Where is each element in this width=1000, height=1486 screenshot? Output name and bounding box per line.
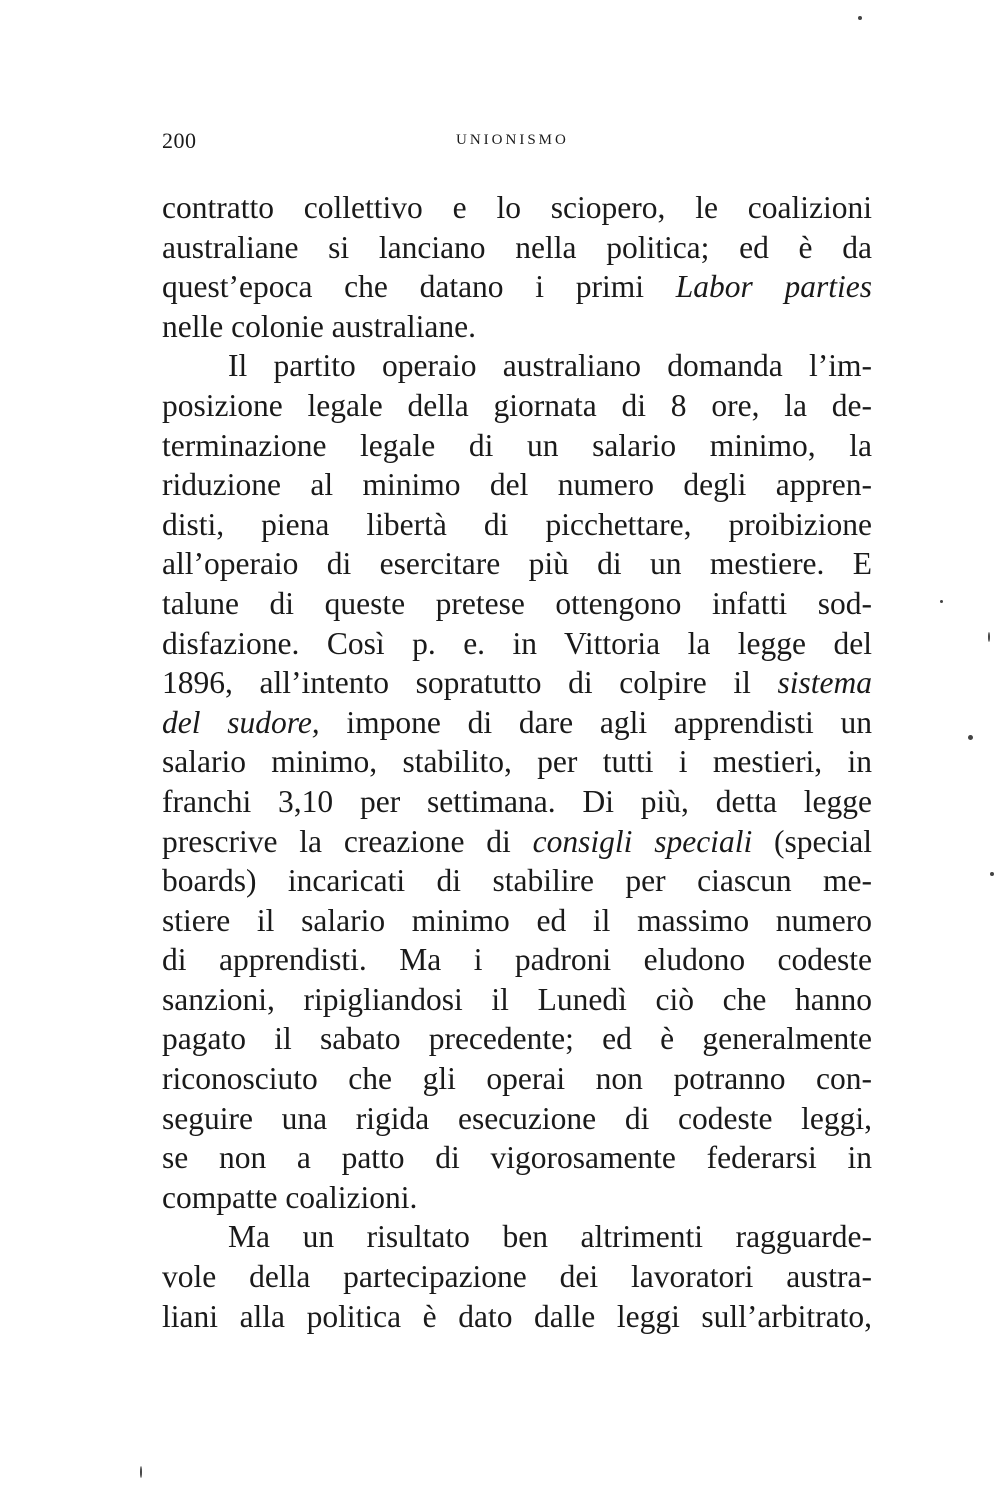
text-line <box>162 465 872 505</box>
text-line <box>162 386 872 426</box>
text-segment: sanzioni, ripigliandosi il Lunedì ciò che hanno <box>162 981 872 1017</box>
text-segment: boards) incaricati di stabilire per ciascun me- <box>162 863 872 899</box>
body-text <box>162 188 872 1336</box>
text-segment: nelle colonie australiane. <box>162 308 476 344</box>
text-segment: pagato il sabato precedente; ed è generalmente <box>162 1021 872 1057</box>
text-segment: franchi 3,10 per settimana. Di più, detta legge <box>162 783 872 819</box>
italic-text: del sudore, <box>162 704 320 740</box>
text-segment: salario minimo, stabilito, per tutti i mestieri, in <box>162 744 872 780</box>
text-line <box>162 228 872 268</box>
text-segment: Ma un risultato ben altrimenti ragguarde- <box>228 1219 872 1255</box>
text-segment: riduzione al minimo del numero degli appren- <box>162 467 872 503</box>
text-line <box>162 188 872 228</box>
text-line <box>162 782 872 822</box>
text-line <box>162 861 872 901</box>
text-segment: Il partito operaio australiano domanda l’im- <box>228 348 872 384</box>
text-line <box>162 267 872 307</box>
scan-speck <box>990 872 994 876</box>
text-line <box>162 624 872 664</box>
text-segment: di apprendisti. Ma i padroni eludono codeste <box>162 942 872 978</box>
scan-speck <box>988 632 990 642</box>
text-segment: contratto collettivo e lo sciopero, le coalizioni <box>162 190 872 225</box>
text-segment: disfazione. Così p. e. in Vittoria la legge del <box>162 625 872 661</box>
text-segment: all’operaio di esercitare più di un mestiere. E <box>162 546 872 582</box>
text-line <box>162 426 872 466</box>
text-segment: seguire una rigida esecuzione di codeste leggi, <box>162 1100 872 1136</box>
text-segment: quest’epoca che datano i primi <box>162 269 676 305</box>
text-line <box>162 346 872 386</box>
text-line <box>162 1059 872 1099</box>
text-line <box>162 1099 872 1139</box>
text-line <box>162 584 872 624</box>
text-segment: impone di dare agli apprendisti un <box>319 704 873 740</box>
text-line <box>162 1257 872 1297</box>
running-head <box>162 128 868 158</box>
text-line <box>162 940 872 980</box>
text-segment: se non a patto di vigorosamente federarsi in <box>162 1140 872 1176</box>
text-line <box>162 742 872 782</box>
text-line <box>162 1138 872 1178</box>
text-segment: disti, piena libertà di picchettare, proibizione <box>162 506 872 542</box>
text-line <box>162 1178 872 1218</box>
text-line <box>162 307 872 347</box>
page-number: 200 <box>162 128 197 153</box>
text-segment: talune di queste pretese ottengono infatti sod- <box>162 585 872 621</box>
text-segment: riconosciuto che gli operai non potranno con- <box>162 1061 872 1097</box>
text-segment: posizione legale della giornata di 8 ore, la de- <box>162 387 872 423</box>
text-line <box>162 1217 872 1257</box>
text-segment: (special <box>752 823 872 859</box>
scan-speck <box>140 1466 142 1478</box>
italic-text: consigli speciali <box>532 823 753 859</box>
scan-speck <box>858 16 862 20</box>
text-segment: liani alla politica è dato dalle leggi sull’arbitrato, <box>162 1298 872 1334</box>
scan-speck <box>940 600 943 603</box>
italic-text: Labor parties <box>675 269 872 305</box>
text-line <box>162 901 872 941</box>
text-line <box>162 1297 872 1337</box>
text-line <box>162 980 872 1020</box>
section-title: UNIONISMO <box>456 132 569 148</box>
text-segment: terminazione legale di un salario minimo, la <box>162 427 872 463</box>
text-line <box>162 703 872 743</box>
scan-speck <box>968 735 973 740</box>
text-segment: vole della partecipazione dei lavoratori austra- <box>162 1259 872 1295</box>
italic-text: sistema <box>777 665 872 701</box>
text-line <box>162 544 872 584</box>
text-line <box>162 663 872 703</box>
text-line <box>162 1019 872 1059</box>
text-line <box>162 822 872 862</box>
text-line <box>162 505 872 545</box>
text-segment: prescrive la creazione di <box>162 823 533 859</box>
text-segment: stiere il salario minimo ed il massimo numero <box>162 902 872 938</box>
text-segment: compatte coalizioni. <box>162 1179 418 1215</box>
text-segment: australiane si lanciano nella politica; ed è da <box>162 229 872 265</box>
text-segment: 1896, all’intento sopratutto di colpire il <box>162 665 778 701</box>
